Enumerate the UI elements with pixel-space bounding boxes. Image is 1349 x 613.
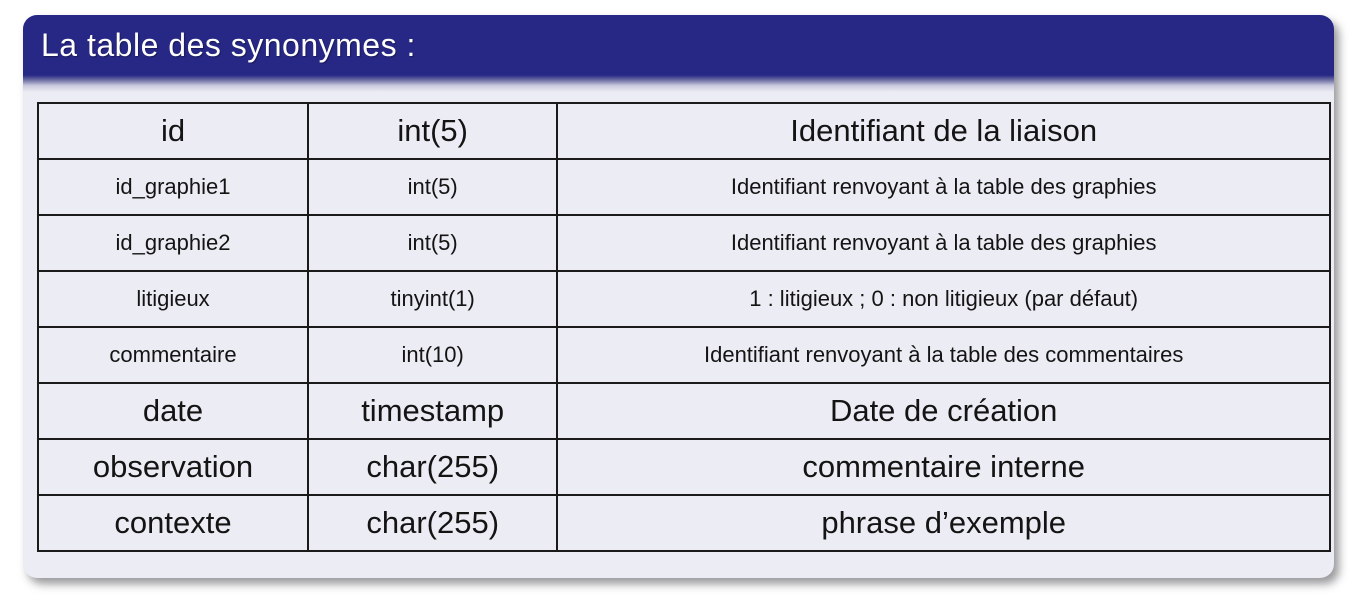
synonyms-schema-table <box>37 102 1331 552</box>
table-row <box>38 327 1330 383</box>
block-body <box>23 92 1334 552</box>
table-cell-field: id_graphie2 <box>38 215 308 271</box>
block-title-bar <box>23 15 1334 75</box>
table-cell-field: id <box>38 103 308 159</box>
table-row <box>38 159 1330 215</box>
table-cell-type: int(5) <box>308 159 557 215</box>
table-cell-field: contexte <box>38 495 308 551</box>
table-cell-description: commentaire interne <box>557 439 1330 495</box>
table-cell-type: int(10) <box>308 327 557 383</box>
table-cell-type: int(5) <box>308 215 557 271</box>
block-title-shadow-gradient <box>23 75 1334 92</box>
table-row <box>38 271 1330 327</box>
table-cell-description: Identifiant renvoyant à la table des commentaires <box>557 327 1330 383</box>
table-cell-description: phrase d’exemple <box>557 495 1330 551</box>
table-row <box>38 495 1330 551</box>
table-row <box>38 383 1330 439</box>
table-row <box>38 103 1330 159</box>
table-cell-description: Identifiant de la liaison <box>557 103 1330 159</box>
table-cell-field: commentaire <box>38 327 308 383</box>
table-cell-field: litigieux <box>38 271 308 327</box>
table-cell-description: Identifiant renvoyant à la table des graphies <box>557 159 1330 215</box>
table-cell-field: observation <box>38 439 308 495</box>
table-cell-field: date <box>38 383 308 439</box>
table-cell-type: char(255) <box>308 439 557 495</box>
table-cell-type: int(5) <box>308 103 557 159</box>
table-cell-type: char(255) <box>308 495 557 551</box>
block-title-text: La table des synonymes : <box>41 26 416 63</box>
table-row <box>38 439 1330 495</box>
table-cell-type: timestamp <box>308 383 557 439</box>
table-cell-type: tinyint(1) <box>308 271 557 327</box>
table-cell-description: 1 : litigieux ; 0 : non litigieux (par défaut) <box>557 271 1330 327</box>
table-cell-field: id_graphie1 <box>38 159 308 215</box>
table-cell-description: Date de création <box>557 383 1330 439</box>
table-cell-description: Identifiant renvoyant à la table des graphies <box>557 215 1330 271</box>
table-row <box>38 215 1330 271</box>
beamer-block <box>23 15 1334 578</box>
